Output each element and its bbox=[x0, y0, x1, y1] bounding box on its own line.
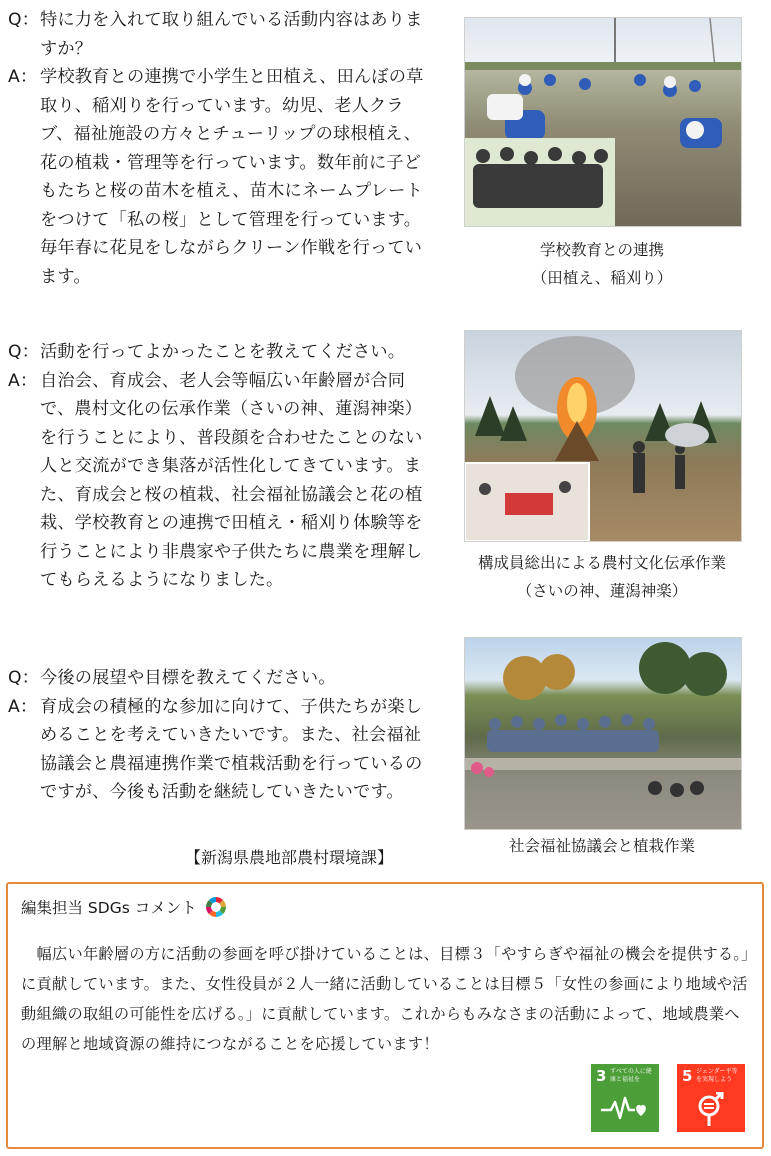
department-credit: 【新潟県農地部農村環境課】 bbox=[185, 848, 394, 867]
answer-text: 学校教育との連携で小学生と田植え、田んぼの草取り、稲刈りを行っています。幼児、老人クラブ、福祉施設の方々とチューリップの球根植え、花の植栽・管理等を行っています。数年前に子どもたちと桜の苗木を植え、苗木にネームプレートをつけて「私の桜」として管理を行っています。毎年春に花見をしながらクリーン作戦を行っています。 bbox=[40, 67, 424, 287]
photo-bonfire-festival bbox=[464, 330, 742, 542]
answer-label: A： bbox=[8, 67, 38, 87]
photo-caption-3 bbox=[452, 832, 752, 860]
answer-2 bbox=[8, 367, 426, 595]
question-text: 活動を行ってよかったことを教えてください。 bbox=[40, 342, 406, 362]
answer-1 bbox=[8, 63, 426, 291]
comment-body: 幅広い年齢層の方に活動の参画を呼び掛けていることは、目標３「やすらぎや福祉の機会を提供する。」に貢献しています。また、女性役員が２人一緒に活動していることは目標５「女性の参画により地域や活動組織の取組の可能性を広げる。」に貢献しています。これからもみなさまの活動によって、地域農業への理解と地域資源の維持につながることを応援しています！ bbox=[21, 945, 750, 1053]
caption-line: 社会福祉協議会と植栽作業 bbox=[508, 837, 695, 855]
question-1 bbox=[8, 6, 426, 63]
sdg-number: 5 bbox=[682, 1067, 693, 1085]
bonfire-illustration bbox=[465, 331, 741, 541]
question-2 bbox=[8, 338, 426, 367]
comment-title: 編集担当 SDGs コメント bbox=[21, 899, 197, 917]
qa-section-2 bbox=[8, 338, 426, 595]
sdg-goal-5-badge bbox=[677, 1064, 745, 1132]
caption-line: （さいの神、蓮潟神楽） bbox=[516, 582, 688, 600]
photo-planting-welfare bbox=[464, 637, 742, 830]
question-label: Q： bbox=[8, 10, 40, 30]
answer-text: 育成会の積極的な参加に向けて、子供たちが楽しめることを考えていきたいです。また、社会福祉協議会と農福連携作業で植栽活動を行っているのですが、今後も活動を継続していきたいです。 bbox=[40, 696, 423, 802]
photo-rice-planting bbox=[464, 17, 742, 227]
sdg-goal-text: すべての人に健康と福祉を bbox=[610, 1068, 652, 1083]
sdg-number: 3 bbox=[596, 1067, 607, 1085]
caption-line: （田植え、稲刈り） bbox=[531, 269, 673, 287]
question-text: 今後の展望や目標を教えてください。 bbox=[40, 668, 336, 688]
planting-group-illustration bbox=[465, 638, 741, 829]
photo-caption-2 bbox=[452, 549, 752, 605]
question-label: Q： bbox=[8, 342, 40, 362]
gender-equality-icon bbox=[685, 1092, 737, 1128]
rice-planting-illustration bbox=[465, 18, 741, 226]
qa-section-3 bbox=[8, 664, 426, 807]
question-3 bbox=[8, 664, 426, 693]
sdg-goal-text: ジェンダー平等を実現しよう bbox=[696, 1068, 738, 1083]
question-label: Q： bbox=[8, 668, 40, 688]
comment-title-row bbox=[21, 896, 227, 918]
question-text: 特に力を入れて取り組んでいる活動内容はありますか？ bbox=[40, 10, 423, 59]
answer-text: 自治会、育成会、老人会等幅広い年齢層が合同で、農村文化の伝承作業（さいの神、蓮潟神楽）を行うことにより、普段顔を合わせたことのない人と交流ができ集落が活性化してきています。また、育成会と桜の植栽、社会福祉協議会と花の植栽、学校教育との連携で田植え・稲刈り体験等を行うことにより非農家や子供たちに農業を理解してもらえるようになりました。 bbox=[40, 370, 423, 590]
caption-line: 学校教育との連携 bbox=[539, 241, 664, 259]
answer-label: A： bbox=[8, 370, 38, 391]
sdgs-wheel-icon bbox=[205, 896, 227, 918]
qa-section-1 bbox=[8, 6, 426, 291]
answer-label: A： bbox=[8, 696, 38, 717]
photo-caption-1 bbox=[452, 236, 752, 292]
answer-3 bbox=[8, 693, 426, 807]
heartbeat-icon bbox=[599, 1092, 651, 1126]
sdg-goal-3-badge bbox=[591, 1064, 659, 1132]
caption-line: 構成員総出による農村文化伝承作業 bbox=[477, 554, 726, 572]
